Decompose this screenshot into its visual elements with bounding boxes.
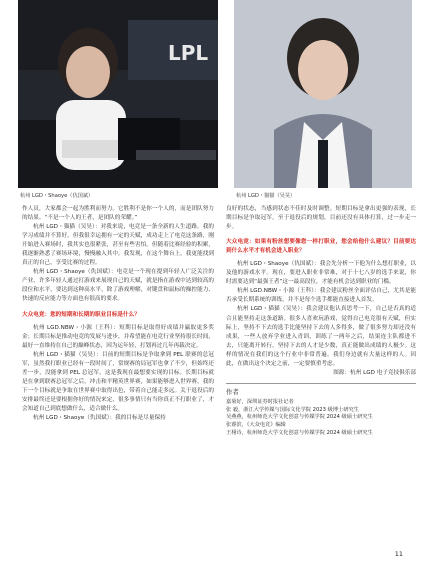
author-line: 王栩诗，杭州师范大学文化创意与传媒学院 2024 级硕士研究生 bbox=[226, 430, 373, 437]
paragraph: 杭州 LGD・Shaoye（仇国斌）：电竞是一个现在提到年轻人广泛关注的产业，许多年轻人通过打游戏来展现自己的天赋，就是指在游戏中达到较高的段位和水平，要达到这种高水平，除了游戏理解，对键盘和鼠标的操控能力、快速的反应能力等方面也有很高的要求。 bbox=[22, 269, 214, 303]
author-line: 吴燕燕，杭州师范大学文化创意与传媒学院 2024 级硕士研究生 bbox=[226, 414, 373, 421]
paragraph: 良好的状态，当感到状态不佳时及时调整。短期目标是拿出更强的表现，长期目标是争取冠军，至于退役后的规划，目前还没有具体打算，过一步走一步。 bbox=[226, 206, 416, 231]
interview-question: 大众电竞：如果有粉丝想要像您一样打职业，您会给他什么建议？目前要达到什么水平才有机会进入职业？ bbox=[226, 239, 416, 255]
player-photo-shaoye bbox=[18, 0, 218, 188]
author-line: 嘉菊好，深圳证券时报社记者 bbox=[226, 398, 294, 405]
paragraph: 杭州 LGD.NBW・小源（王科）：短期目标是取得好成绩并赢取更多奖金；长期目标是推动电竞的发展与进步，并希望能在电竞行业坚持很长时间，最好一直维持在自己的巅峰状态，因为运年轻，打划再过几年再载决定。 bbox=[22, 324, 214, 349]
paragraph: 杭州 LGD・Shaoye（仇国斌）：我的目标是尽量保持 bbox=[33, 415, 166, 422]
paragraph: 杭州 LGD・Shaoye（仇国斌）：我会先分析一下他为什么想打职业，以及他的游戏水平。现在，要进入职业非常难，对于十七八岁的选手来说，你时需要达到“最强王者”这一最高段位，才能有机会达到职业的门槛。 bbox=[226, 261, 416, 286]
maomao-photo-illustration bbox=[234, 0, 412, 188]
shaoye-photo-illustration bbox=[18, 0, 218, 188]
paragraph: 杭州 LGD・猫猫（吴昊）：对我来说，电竞是一条全新的人生道路。我的学习成绩并不算好，但我很幸运拥有一定的天赋，成功走上了电竞这条路，刚开始进入赛场时，我其实也很紧张，甚至有些害怕。但随着比赛经验的积累，我逐渐熟悉了赛场环境，慢慢融入其中。我发现，在这个舞台上，我更能找到真正的自己，享受比赛的过程。 bbox=[22, 224, 214, 267]
paragraph: 杭州 LGD・猫猫（吴昊）：我会建议他认真思考一下，自己是否真的适合且能坚持走这条道路。很多人喜欢玩游戏，觉得自己电竞很有天赋，但实际上，坚持不下去的选手比能坚持下去的人多得多，做了很多努力却还没有成果，一些人放弃学业进入青训，训练了一两年之后，结果连主队都进不去，只能离开转行。坚持下去的人才是少数，真正能做出成绩的人极少。这样的情况在我们的这个行业中非常普遍。我们身边就有大量这样的人。因此，在做出这个决定之前，一定要慎重考虑。 bbox=[226, 306, 416, 367]
authors-list bbox=[226, 399, 416, 438]
svg-text:LPL: LPL bbox=[168, 41, 209, 65]
page-number: 11 bbox=[394, 550, 403, 558]
author-line: 张 毅，浙江大学传媒与国际文化学院 2023 级博士研究生 bbox=[226, 406, 359, 413]
right-text-column bbox=[226, 205, 416, 438]
right-photo-caption: 杭州 LGD・猫猫（吴昊） bbox=[236, 193, 296, 199]
left-text-column bbox=[22, 205, 214, 423]
interview-question: 大众电竞：您的短期和长期的职业目标是什么？ bbox=[22, 311, 140, 318]
paragraph: 杭州 LGD・猫猫（吴昊）：目前的短期目标是争取拿到 PEL 联赛的总冠军，虽然我打职业已经有一段时间了，常规赛的局冠军也拿了不少，但始终还差一步，没能拿到 PEL 总冠军，这是我现在最想要实现的目标。长期目标就是在拿到联赛总冠军之后，冲击和平精英世界赛，如果能够进入世界赛，我的下一个目标就是争取在世界赛中取得出色，带着自己能走多远。关于退役后的安排最终还是要根据你好的情况来定，很多事情只有当你真正不打职业了，才会知道自己到底想做什么，适合做什么。 bbox=[22, 351, 214, 412]
author-line: 张睿滨，《大众电竞》编辑 bbox=[226, 422, 286, 429]
image-credit: 图源：杭州 LGD 电子竞技俱乐部 bbox=[333, 369, 416, 376]
player-photo-maomao bbox=[234, 0, 412, 188]
paragraph: 作人员，大家都会一起为胜利而努力。它胜利不是你一个人的，而是团队努力的结果。“不是一个人的王者，是团队的荣耀。” bbox=[22, 206, 214, 222]
divider bbox=[226, 383, 416, 384]
left-photo-caption: 杭州 LGD・Shaoye（仇国斌） bbox=[20, 193, 94, 199]
paragraph: 杭州 LGD.NBW・小源（王科）：我会建议粉丝全面评估自己，尤其是能否承受长期系统的训练，并不是每个选手都能直接进入首发。 bbox=[226, 288, 416, 304]
authors-heading: 作者 bbox=[226, 387, 239, 396]
